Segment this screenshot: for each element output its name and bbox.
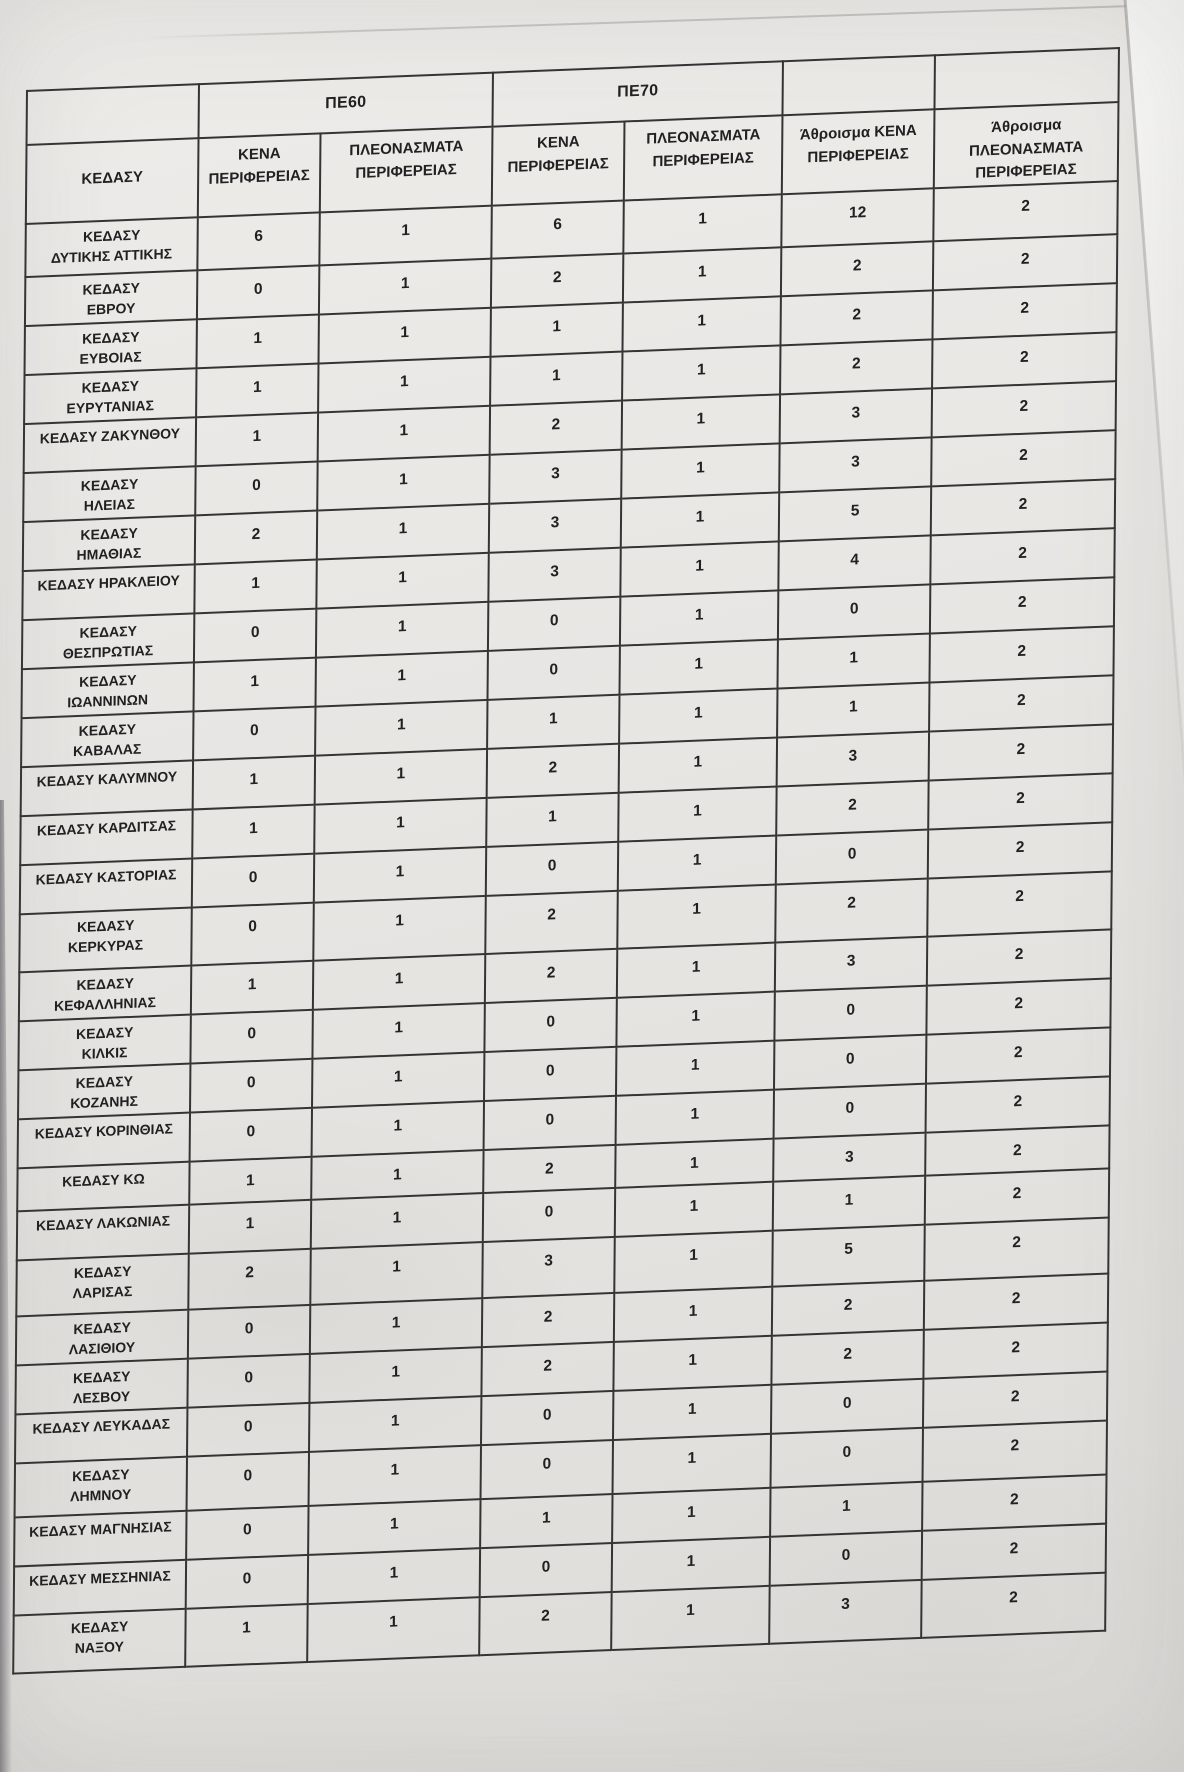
sum-pleonasmata-cell: 2 (930, 528, 1114, 584)
sum-pleonasmata-cell: 2 (928, 773, 1112, 829)
pe70-pleonasmata-cell: 1 (616, 1040, 774, 1095)
pe60-pleonasmata-cell: 1 (311, 1193, 483, 1249)
row-name-cell: ΚΕΔΑΣΥ ΛΕΣΒΟΥ (15, 1358, 187, 1414)
pe70-kena-cell: 0 (481, 1390, 613, 1444)
sum-kena-cell: 0 (774, 985, 926, 1040)
row-name-cell: ΚΕΔΑΣΥ ΚΟΖΑΝΗΣ (18, 1063, 190, 1119)
sum-pleonasmata-cell: 2 (923, 1322, 1107, 1378)
pe60-pleonasmata-cell: 1 (319, 307, 491, 363)
sum-kena-cell: 5 (779, 486, 931, 541)
sum-pleonasmata-cell: 2 (924, 1273, 1108, 1329)
sum-kena-cell: 0 (771, 1378, 923, 1433)
sum-kena-cell: 3 (779, 437, 931, 492)
pe70-kena-cell: 0 (484, 1046, 616, 1100)
pe70-kena-cell: 1 (480, 1493, 612, 1547)
pe60-kena-cell: 0 (197, 265, 319, 319)
row-name-cell: ΚΕΔΑΣΥ ΛΑΡΙΣΑΣ (16, 1253, 188, 1316)
pe60-kena-cell: 1 (192, 804, 314, 858)
sum-kena-cell: 2 (780, 339, 932, 394)
sum-pleonasmata-cell: 2 (922, 1523, 1106, 1579)
sum-kena-cell: 0 (776, 829, 928, 884)
pe60-kena-cell: 0 (186, 1505, 308, 1559)
pe70-kena-header: ΚΕΝΑ ΠΕΡΙΦΕΡΕΙΑΣ (492, 121, 625, 205)
pe60-kena-cell: 1 (196, 363, 318, 417)
pe70-kena-cell: 0 (481, 1439, 613, 1498)
sum-pleonasmata-cell: 2 (922, 1474, 1106, 1530)
sum-kena-cell: 5 (772, 1224, 924, 1286)
sum-kena-cell: 0 (774, 1034, 926, 1089)
pe60-kena-cell: 0 (187, 1451, 309, 1510)
pe60-pleonasmata-cell: 1 (309, 1347, 481, 1403)
row-name-cell: ΚΕΔΑΣΥ ΙΩΑΝΝΙΝΩΝ (22, 662, 194, 718)
sum-kena-cell: 2 (772, 1280, 924, 1335)
pe60-kena-cell: 1 (193, 755, 315, 809)
sum-pleonasmata-cell: 2 (925, 1125, 1109, 1175)
sum-kena-cell: 0 (771, 1427, 923, 1487)
pe70-pleonasmata-cell: 1 (617, 884, 776, 948)
pe60-pleonasmata-cell: 1 (316, 601, 488, 657)
pe70-pleonasmata-cell: 1 (615, 1138, 773, 1187)
row-name-cell: ΚΕΔΑΣΥ ΚΕΦΑΛΛΗΝΙΑΣ (19, 965, 191, 1021)
pe60-pleonasmata-header: ΠΛΕΟΝΑΣΜΑΤΑ ΠΕΡΙΦΕΡΕΙΑΣ (320, 127, 493, 212)
table-body (13, 181, 1118, 1673)
row-name-cell: ΚΕΔΑΣΥ ΘΕΣΠΡΩΤΙΑΣ (22, 613, 194, 669)
sum-kena-cell: 2 (776, 780, 928, 835)
sum-kena-cell: 12 (781, 188, 933, 247)
pe60-pleonasmata-cell: 1 (318, 405, 490, 461)
pe60-kena-cell: 0 (192, 853, 314, 907)
sum-kena-cell: 3 (780, 388, 932, 443)
sum-kena-header: Άθροισμα ΚΕΝΑ ΠΕΡΙΦΕΡΕΙΑΣ (782, 109, 935, 194)
pe60-pleonasmata-cell: 1 (313, 953, 485, 1009)
sum-pleonasmata-cell: 2 (933, 181, 1117, 241)
sum-pleonasmata-cell: 2 (928, 822, 1112, 878)
sum-pleonasmata-cell: 2 (923, 1371, 1107, 1427)
pe60-kena-cell: 1 (185, 1603, 308, 1666)
pe60-pleonasmata-cell: 1 (312, 1052, 484, 1108)
pe60-kena-cell: 0 (190, 1058, 312, 1112)
pe70-pleonasmata-cell: 1 (618, 786, 776, 841)
pe70-kena-cell: 3 (482, 1236, 614, 1297)
row-name-cell: ΚΕΔΑΣΥ ΚΩ (17, 1161, 189, 1211)
row-name-cell: ΚΕΔΑΣΥ ΗΜΑΘΙΑΣ (23, 515, 195, 571)
pe70-kena-cell: 0 (488, 596, 620, 650)
row-name-cell: ΚΕΔΑΣΥ ΛΑΚΩΝΙΑΣ (17, 1204, 189, 1260)
pe60-pleonasmata-cell: 1 (317, 454, 489, 510)
sum-kena-cell: 1 (773, 1175, 925, 1230)
pe60-pleonasmata-cell: 1 (310, 1242, 482, 1305)
pe70-kena-cell: 0 (484, 1095, 616, 1149)
sum-pleonasmata-cell: 2 (930, 577, 1114, 633)
pe70-pleonasmata-cell: 1 (619, 688, 777, 743)
pe70-kena-cell: 0 (483, 1187, 615, 1241)
pe60-pleonasmata-cell: 1 (314, 846, 486, 902)
pe60-pleonasmata-cell: 1 (313, 895, 486, 960)
sum-pleonasmata-cell: 2 (927, 871, 1111, 936)
pe60-kena-cell: 0 (187, 1402, 309, 1456)
pe60-kena-cell: 2 (195, 510, 317, 564)
pe60-pleonasmata-cell: 1 (312, 1002, 484, 1058)
corner-blank-cell (27, 84, 199, 145)
pe70-pleonasmata-cell: 1 (617, 942, 775, 997)
pe70-pleonasmata-cell: 1 (615, 1181, 773, 1236)
sum-pleonasmata-header: Άθροισμα ΠΛΕΟΝΑΣΜΑΤΑ ΠΕΡΙΦΕΡΕΙΑΣ (934, 102, 1119, 188)
sum-kena-cell: 3 (777, 731, 929, 786)
pe60-kena-cell: 2 (188, 1248, 310, 1309)
sum-pleonasmata-cell: 2 (923, 1420, 1107, 1481)
pe70-pleonasmata-cell: 1 (613, 1433, 771, 1493)
sum-pleonasmata-cell: 2 (932, 381, 1116, 437)
pe60-kena-cell: 0 (187, 1353, 309, 1407)
row-name-cell: ΚΕΔΑΣΥ ΚΑΣΤΟΡΙΑΣ (20, 858, 192, 914)
sum-kena-cell: 1 (778, 633, 930, 688)
pe60-kena-cell: 0 (188, 1304, 310, 1358)
sum-kena-cell: 0 (774, 1083, 926, 1138)
pe70-kena-cell: 1 (491, 302, 623, 356)
row-name-cell: ΚΕΔΑΣΥ ΔΥΤΙΚΗΣ ΑΤΤΙΚΗΣ (25, 217, 197, 277)
pe60-pleonasmata-cell: 1 (316, 552, 488, 608)
pe70-pleonasmata-cell: 1 (612, 1487, 770, 1542)
pe70-pleonasmata-cell: 1 (613, 1384, 771, 1439)
sum-pleonasmata-cell: 2 (933, 234, 1117, 290)
sum-pleonasmata-cell: 2 (929, 724, 1113, 780)
pe70-pleonasmata-cell: 1 (611, 1585, 770, 1649)
row-name-cell: ΚΕΔΑΣΥ ΚΕΡΚΥΡΑΣ (19, 907, 191, 972)
row-name-cell: ΚΕΔΑΣΥ ΖΑΚΥΝΘΟΥ (24, 417, 196, 473)
pe70-kena-cell: 3 (489, 498, 621, 552)
pe60-pleonasmata-cell: 1 (316, 650, 488, 706)
row-name-cell: ΚΕΔΑΣΥ ΕΥΡΥΤΑΝΙΑΣ (24, 368, 196, 424)
row-name-cell: ΚΕΔΑΣΥ ΛΑΣΙΘΙΟΥ (16, 1309, 188, 1365)
pe70-kena-cell: 1 (490, 351, 622, 405)
pe60-pleonasmata-cell: 1 (310, 1298, 482, 1354)
sum-kena-cell: 2 (781, 290, 933, 345)
pe70-kena-cell: 2 (485, 948, 617, 1002)
pe70-pleonasmata-cell: 1 (623, 194, 781, 253)
pe70-kena-cell: 0 (484, 997, 616, 1051)
row-name-cell: ΚΕΔΑΣΥ ΗΛΕΙΑΣ (23, 466, 195, 522)
pe70-pleonasmata-cell: 1 (622, 394, 780, 449)
pe70-kena-cell: 3 (488, 547, 620, 601)
sum-kena-cell: 4 (778, 535, 930, 590)
sum-pleonasmata-blank-cell (935, 48, 1119, 109)
pe60-pleonasmata-cell: 1 (307, 1597, 480, 1662)
pe60-pleonasmata-cell: 1 (311, 1150, 483, 1200)
pe60-pleonasmata-cell: 1 (309, 1396, 481, 1452)
kedasy-vacancies-table (12, 47, 1120, 1674)
pe60-kena-cell: 0 (186, 1554, 308, 1608)
sum-kena-cell: 3 (773, 1132, 925, 1181)
pe70-kena-cell: 0 (480, 1543, 612, 1597)
row-name-cell: ΚΕΔΑΣΥ ΚΑΛΥΜΝΟΥ (21, 760, 193, 816)
pe60-kena-cell: 0 (194, 608, 316, 662)
sum-pleonasmata-cell: 2 (931, 430, 1115, 486)
pe70-pleonasmata-cell: 1 (621, 443, 779, 498)
pe60-kena-cell: 0 (190, 1107, 312, 1161)
pe70-pleonasmata-cell: 1 (616, 1089, 774, 1144)
pe60-kena-header: ΚΕΝΑ ΠΕΡΙΦΕΡΕΙΑΣ (198, 133, 321, 216)
row-name-cell: ΚΕΔΑΣΥ ΕΒΡΟΥ (25, 270, 197, 326)
sum-pleonasmata-cell: 2 (932, 332, 1116, 388)
pe70-pleonasmata-header: ΠΛΕΟΝΑΣΜΑΤΑ ΠΕΡΙΦΕΡΕΙΑΣ (624, 115, 783, 200)
sum-pleonasmata-cell: 2 (925, 1168, 1109, 1224)
pe70-pleonasmata-cell: 1 (620, 590, 778, 645)
sum-kena-cell: 3 (775, 936, 927, 991)
sum-kena-cell: 2 (781, 241, 933, 296)
pe60-kena-cell: 1 (189, 1199, 311, 1253)
pe60-kena-cell: 0 (193, 706, 315, 760)
table-container (12, 47, 1120, 1674)
pe60-kena-cell: 1 (189, 1156, 311, 1204)
pe60-pleonasmata-cell: 1 (314, 797, 486, 853)
row-name-cell: ΚΕΔΑΣΥ ΗΡΑΚΛΕΙΟΥ (22, 564, 194, 620)
pe60-kena-cell: 6 (197, 212, 319, 270)
pe60-kena-cell: 1 (196, 412, 318, 466)
row-name-cell: ΚΕΔΑΣΥ ΛΕΥΚΑΔΑΣ (15, 1407, 187, 1463)
pe70-kena-cell: 2 (487, 743, 619, 797)
pe70-pleonasmata-cell: 1 (613, 1335, 771, 1390)
pe70-pleonasmata-cell: 1 (614, 1286, 772, 1341)
sum-pleonasmata-cell: 2 (924, 1217, 1108, 1280)
sum-pleonasmata-cell: 2 (926, 1027, 1110, 1083)
pe60-kena-cell: 1 (197, 314, 319, 368)
pe60-kena-cell: 1 (191, 960, 313, 1014)
pe70-kena-cell: 2 (482, 1292, 614, 1346)
pe70-pleonasmata-cell: 1 (619, 737, 777, 792)
sum-kena-cell: 0 (778, 584, 930, 639)
row-name-cell: ΚΕΔΑΣΥ ΚΟΡΙΝΘΙΑΣ (18, 1112, 190, 1168)
sum-kena-blank-cell (783, 55, 935, 115)
pe60-pleonasmata-cell: 1 (317, 503, 489, 559)
pe70-pleonasmata-cell: 1 (623, 296, 781, 351)
pe60-kena-cell: 0 (195, 461, 317, 515)
pe70-kena-cell: 2 (485, 890, 618, 953)
sum-pleonasmata-cell: 2 (926, 978, 1110, 1034)
pe70-kena-cell: 0 (488, 645, 620, 699)
pe70-pleonasmata-cell: 1 (622, 345, 780, 400)
row-name-cell: ΚΕΔΑΣΥ ΜΑΓΝΗΣΙΑΣ (14, 1510, 186, 1566)
sum-pleonasmata-cell: 2 (927, 929, 1111, 985)
pe60-pleonasmata-cell: 1 (315, 748, 487, 804)
sum-pleonasmata-cell: 2 (933, 283, 1117, 339)
pe70-kena-cell: 1 (486, 792, 618, 846)
pe70-pleonasmata-cell: 1 (612, 1536, 770, 1591)
pe70-kena-cell: 6 (491, 200, 623, 258)
sum-pleonasmata-cell: 2 (929, 675, 1113, 731)
pe60-pleonasmata-cell: 1 (312, 1101, 484, 1157)
row-name-cell: ΚΕΔΑΣΥ ΛΗΜΝΟΥ (15, 1456, 187, 1517)
sum-kena-cell: 0 (770, 1530, 922, 1585)
sum-pleonasmata-cell: 2 (926, 1076, 1110, 1132)
pe60-pleonasmata-cell: 1 (308, 1548, 480, 1604)
sum-pleonasmata-cell: 2 (931, 479, 1115, 535)
sum-kena-cell: 3 (769, 1579, 922, 1643)
pe70-pleonasmata-cell: 1 (620, 639, 778, 694)
group-header-pe60: ΠΕ60 (199, 73, 493, 139)
pe70-kena-cell: 2 (491, 253, 623, 307)
pe60-pleonasmata-cell: 1 (319, 205, 491, 265)
pe60-pleonasmata-cell: 1 (318, 356, 490, 412)
group-header-pe70: ΠΕ70 (493, 61, 783, 126)
pe60-pleonasmata-cell: 1 (308, 1499, 480, 1555)
row-name-cell: ΚΕΔΑΣΥ ΜΕΣΣΗΝΙΑΣ (14, 1559, 186, 1615)
pe70-kena-cell: 3 (489, 449, 621, 503)
pe70-pleonasmata-cell: 1 (621, 492, 779, 547)
pe60-pleonasmata-cell: 1 (319, 258, 491, 314)
pe70-pleonasmata-cell: 1 (618, 835, 776, 890)
pe60-pleonasmata-cell: 1 (315, 699, 487, 755)
pe60-kena-cell: 1 (194, 657, 316, 711)
pe70-kena-cell: 0 (486, 841, 618, 895)
sum-pleonasmata-cell: 2 (921, 1572, 1105, 1637)
row-name-cell: ΚΕΔΑΣΥ ΚΑΡΔΙΤΣΑΣ (20, 809, 192, 865)
row-name-cell: ΚΕΔΑΣΥ ΚΙΛΚΙΣ (18, 1014, 190, 1070)
sum-kena-cell: 2 (775, 878, 928, 942)
sum-kena-cell: 1 (777, 682, 929, 737)
sum-pleonasmata-cell: 2 (930, 626, 1114, 682)
row-name-cell: ΚΕΔΑΣΥ ΕΥΒΟΙΑΣ (25, 319, 197, 375)
pe70-kena-cell: 2 (481, 1341, 613, 1395)
pe60-kena-cell: 1 (194, 559, 316, 613)
paper-top-edge (140, 4, 1150, 39)
pe70-kena-cell: 2 (483, 1144, 615, 1192)
pe60-kena-cell: 0 (190, 1009, 312, 1063)
sum-kena-cell: 1 (770, 1481, 922, 1536)
pe70-pleonasmata-cell: 1 (614, 1230, 772, 1292)
pe70-pleonasmata-cell: 1 (620, 541, 778, 596)
pe60-pleonasmata-cell: 1 (309, 1445, 481, 1506)
photo-background-left-edge (0, 800, 12, 1772)
pe70-pleonasmata-cell: 1 (623, 247, 781, 302)
sum-kena-cell: 2 (771, 1329, 923, 1384)
pe70-pleonasmata-cell: 1 (616, 991, 774, 1046)
pe70-kena-cell: 2 (479, 1592, 612, 1655)
row-name-cell: ΚΕΔΑΣΥ ΚΑΒΑΛΑΣ (21, 711, 193, 767)
kedasy-column-header: ΚΕΔΑΣΥ (26, 138, 199, 223)
pe70-kena-cell: 1 (487, 694, 619, 748)
pe70-kena-cell: 2 (490, 400, 622, 454)
pe60-kena-cell: 0 (191, 902, 314, 965)
row-name-cell: ΚΕΔΑΣΥ ΝΑΞΟΥ (13, 1608, 185, 1673)
